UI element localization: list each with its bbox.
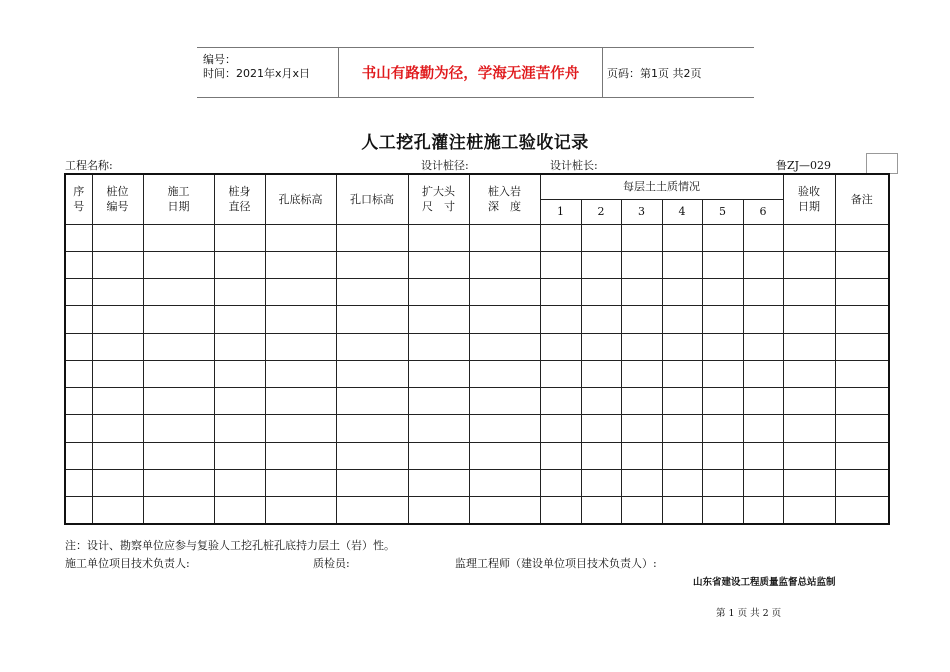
header-remarks: 备注 <box>835 174 889 224</box>
table-cell <box>265 251 336 278</box>
table-cell <box>65 442 92 469</box>
table-cell <box>621 251 662 278</box>
table-cell <box>65 388 92 415</box>
table-cell <box>265 360 336 387</box>
table-cell <box>265 333 336 360</box>
table-cell <box>581 415 621 442</box>
table-cell <box>143 442 214 469</box>
table-cell <box>662 360 702 387</box>
table-cell <box>214 469 265 496</box>
table-cell <box>143 224 214 251</box>
table-cell <box>92 469 143 496</box>
table-cell <box>783 388 835 415</box>
table-cell <box>581 469 621 496</box>
table-row <box>65 415 889 442</box>
table-cell <box>408 442 469 469</box>
page-code: 页码：第1页 共2页 <box>607 66 702 80</box>
table-cell <box>92 306 143 333</box>
table-cell <box>469 224 540 251</box>
table-cell <box>65 497 92 524</box>
table-cell <box>265 306 336 333</box>
table-cell <box>408 306 469 333</box>
table-cell <box>265 224 336 251</box>
table-cell <box>662 388 702 415</box>
table-cell <box>65 224 92 251</box>
header-hole-bottom-elev: 孔底标高 <box>265 174 336 224</box>
table-cell <box>621 497 662 524</box>
table-cell <box>835 279 889 306</box>
table-cell <box>336 469 408 496</box>
table-cell <box>65 360 92 387</box>
table-cell <box>621 279 662 306</box>
table-cell <box>65 279 92 306</box>
table-cell <box>743 224 783 251</box>
table-cell <box>214 251 265 278</box>
table-cell <box>408 251 469 278</box>
table-cell <box>702 306 743 333</box>
table-cell <box>65 333 92 360</box>
table-cell <box>214 306 265 333</box>
table-cell <box>581 497 621 524</box>
motto-text: 书山有路勤为径，学海无涯苦作舟 <box>338 48 603 97</box>
table-cell <box>743 442 783 469</box>
time-label: 时间：2021年x月x日 <box>203 67 311 80</box>
table-cell <box>662 497 702 524</box>
table-cell <box>143 469 214 496</box>
table-cell <box>92 360 143 387</box>
table-cell <box>65 251 92 278</box>
table-cell <box>581 360 621 387</box>
table-cell <box>835 415 889 442</box>
table-row <box>65 497 889 524</box>
table-cell <box>621 388 662 415</box>
table-cell <box>662 224 702 251</box>
table-cell <box>336 279 408 306</box>
table-cell <box>408 333 469 360</box>
table-cell <box>469 333 540 360</box>
table-cell <box>581 333 621 360</box>
project-name-label: 工程名称: <box>65 159 113 172</box>
table-cell <box>408 415 469 442</box>
table-cell <box>702 469 743 496</box>
table-cell <box>835 333 889 360</box>
table-cell <box>469 497 540 524</box>
table-row <box>65 224 889 251</box>
table-cell <box>214 333 265 360</box>
table-cell <box>662 306 702 333</box>
table-cell <box>540 388 581 415</box>
table-row <box>65 442 889 469</box>
table-cell <box>581 388 621 415</box>
table-cell <box>214 415 265 442</box>
table-cell <box>621 469 662 496</box>
table-row <box>65 251 889 278</box>
inspector-label: 质检员: <box>313 557 350 570</box>
table-cell <box>214 497 265 524</box>
table-cell <box>214 388 265 415</box>
table-cell <box>743 360 783 387</box>
table-cell <box>581 442 621 469</box>
table-cell <box>835 306 889 333</box>
table-cell <box>65 469 92 496</box>
table-cell <box>540 469 581 496</box>
code-box <box>866 153 898 174</box>
table-cell <box>92 415 143 442</box>
table-cell <box>408 279 469 306</box>
page-number: 第 1 页 共 2 页 <box>716 608 782 619</box>
table-cell <box>143 279 214 306</box>
table-cell <box>469 415 540 442</box>
layer-number: 5 <box>702 199 743 224</box>
table-cell <box>702 279 743 306</box>
table-cell <box>662 415 702 442</box>
table-cell <box>336 442 408 469</box>
table-cell <box>835 442 889 469</box>
table-cell <box>702 497 743 524</box>
table-cell <box>408 469 469 496</box>
table-cell <box>702 224 743 251</box>
table-cell <box>783 224 835 251</box>
authority-label: 山东省建设工程质量监督总站监制 <box>693 577 836 588</box>
table-cell <box>408 360 469 387</box>
table-cell <box>336 251 408 278</box>
header-left <box>197 48 337 97</box>
table-cell <box>540 306 581 333</box>
table-cell <box>408 388 469 415</box>
table-cell <box>702 388 743 415</box>
table-cell <box>65 306 92 333</box>
header-soil-layers: 每层土土质情况 <box>540 174 783 199</box>
layer-number: 4 <box>662 199 702 224</box>
table-cell <box>783 415 835 442</box>
table-cell <box>743 251 783 278</box>
table-cell <box>469 360 540 387</box>
table-cell <box>143 360 214 387</box>
inspection-table <box>64 173 890 525</box>
table-cell <box>581 251 621 278</box>
table-row <box>65 279 889 306</box>
table-cell <box>835 469 889 496</box>
number-label: 编号： <box>203 53 236 66</box>
table-cell <box>743 279 783 306</box>
table-cell <box>835 388 889 415</box>
table-cell <box>469 306 540 333</box>
contractor-tech-label: 施工单位项目技术负责人: <box>65 557 190 570</box>
table-cell <box>92 497 143 524</box>
header-construction-date: 施工 日期 <box>143 174 214 224</box>
table-cell <box>469 469 540 496</box>
table-cell <box>92 333 143 360</box>
table-cell <box>540 360 581 387</box>
table-cell <box>743 469 783 496</box>
table-cell <box>143 497 214 524</box>
table-cell <box>702 415 743 442</box>
table-cell <box>540 415 581 442</box>
table-cell <box>621 442 662 469</box>
table-cell <box>702 442 743 469</box>
table-cell <box>540 442 581 469</box>
table-cell <box>835 497 889 524</box>
table-row <box>65 388 889 415</box>
table-row <box>65 469 889 496</box>
table-cell <box>469 279 540 306</box>
table-body <box>65 224 889 524</box>
table-cell <box>621 333 662 360</box>
table-cell <box>336 360 408 387</box>
table-cell <box>65 415 92 442</box>
table-cell <box>581 224 621 251</box>
table-row <box>65 333 889 360</box>
layer-number: 6 <box>743 199 783 224</box>
table-cell <box>743 415 783 442</box>
table-cell <box>662 442 702 469</box>
table-cell <box>662 251 702 278</box>
table-cell <box>743 388 783 415</box>
header-acceptance-date: 验收 日期 <box>783 174 835 224</box>
table-cell <box>581 279 621 306</box>
table-cell <box>540 251 581 278</box>
table-cell <box>621 415 662 442</box>
header-hole-top-elev: 孔口标高 <box>336 174 408 224</box>
table-cell <box>336 415 408 442</box>
page-title: 人工挖孔灌注桩施工验收记录 <box>361 133 589 153</box>
table-cell <box>336 306 408 333</box>
table-cell <box>540 497 581 524</box>
table-cell <box>621 360 662 387</box>
table-cell <box>336 224 408 251</box>
table-cell <box>540 224 581 251</box>
table-cell <box>469 388 540 415</box>
table-cell <box>469 251 540 278</box>
table-cell <box>408 224 469 251</box>
table-cell <box>835 224 889 251</box>
layer-number: 2 <box>581 199 621 224</box>
footer-note: 注：设计、勘察单位应参与复验人工挖孔桩孔底持力层土（岩）性。 <box>65 539 395 552</box>
supervisor-label: 监理工程师（建设单位项目技术负责人）: <box>455 557 657 570</box>
table-cell <box>92 279 143 306</box>
header-seq: 序 号 <box>65 174 92 224</box>
table-cell <box>336 497 408 524</box>
table-cell <box>540 279 581 306</box>
table-cell <box>702 251 743 278</box>
table-cell <box>743 333 783 360</box>
table-cell <box>702 333 743 360</box>
header-enlarged-head: 扩大头 尺 寸 <box>408 174 469 224</box>
table-cell <box>835 360 889 387</box>
header-rock-depth: 桩入岩 深 度 <box>469 174 540 224</box>
table-cell <box>783 469 835 496</box>
table-cell <box>783 306 835 333</box>
table-cell <box>92 442 143 469</box>
table-cell <box>265 415 336 442</box>
table-cell <box>408 497 469 524</box>
table-cell <box>662 469 702 496</box>
table-row <box>65 306 889 333</box>
table-cell <box>662 333 702 360</box>
table-cell <box>783 360 835 387</box>
design-diameter-label: 设计桩径: <box>421 159 469 172</box>
table-cell <box>336 333 408 360</box>
table-cell <box>743 306 783 333</box>
table-row <box>65 360 889 387</box>
table-cell <box>214 279 265 306</box>
table-cell <box>783 279 835 306</box>
table-cell <box>92 224 143 251</box>
table-cell <box>92 388 143 415</box>
table-cell <box>621 306 662 333</box>
table-cell <box>743 497 783 524</box>
layer-number: 3 <box>621 199 662 224</box>
table-cell <box>621 224 662 251</box>
table-cell <box>662 279 702 306</box>
table-cell <box>336 388 408 415</box>
table-cell <box>143 306 214 333</box>
table-cell <box>783 333 835 360</box>
table-cell <box>143 251 214 278</box>
table-cell <box>265 279 336 306</box>
table-cell <box>581 306 621 333</box>
table-cell <box>265 497 336 524</box>
table-cell <box>214 360 265 387</box>
table-cell <box>702 360 743 387</box>
table-cell <box>92 251 143 278</box>
table-cell <box>783 497 835 524</box>
form-code: 鲁ZJ—029 <box>776 159 832 172</box>
table-cell <box>540 333 581 360</box>
table-cell <box>265 442 336 469</box>
table-cell <box>835 251 889 278</box>
layer-number: 1 <box>540 199 581 224</box>
table-cell <box>469 442 540 469</box>
table-cell <box>265 388 336 415</box>
table-cell <box>143 415 214 442</box>
table-cell <box>265 469 336 496</box>
header-pile-diameter: 桩身 直径 <box>214 174 265 224</box>
header-pile-no: 桩位 编号 <box>92 174 143 224</box>
table-cell <box>143 333 214 360</box>
table-cell <box>214 442 265 469</box>
document-header <box>197 47 754 98</box>
table-cell <box>783 442 835 469</box>
table-cell <box>214 224 265 251</box>
table-cell <box>143 388 214 415</box>
design-length-label: 设计桩长: <box>550 159 598 172</box>
table-cell <box>783 251 835 278</box>
